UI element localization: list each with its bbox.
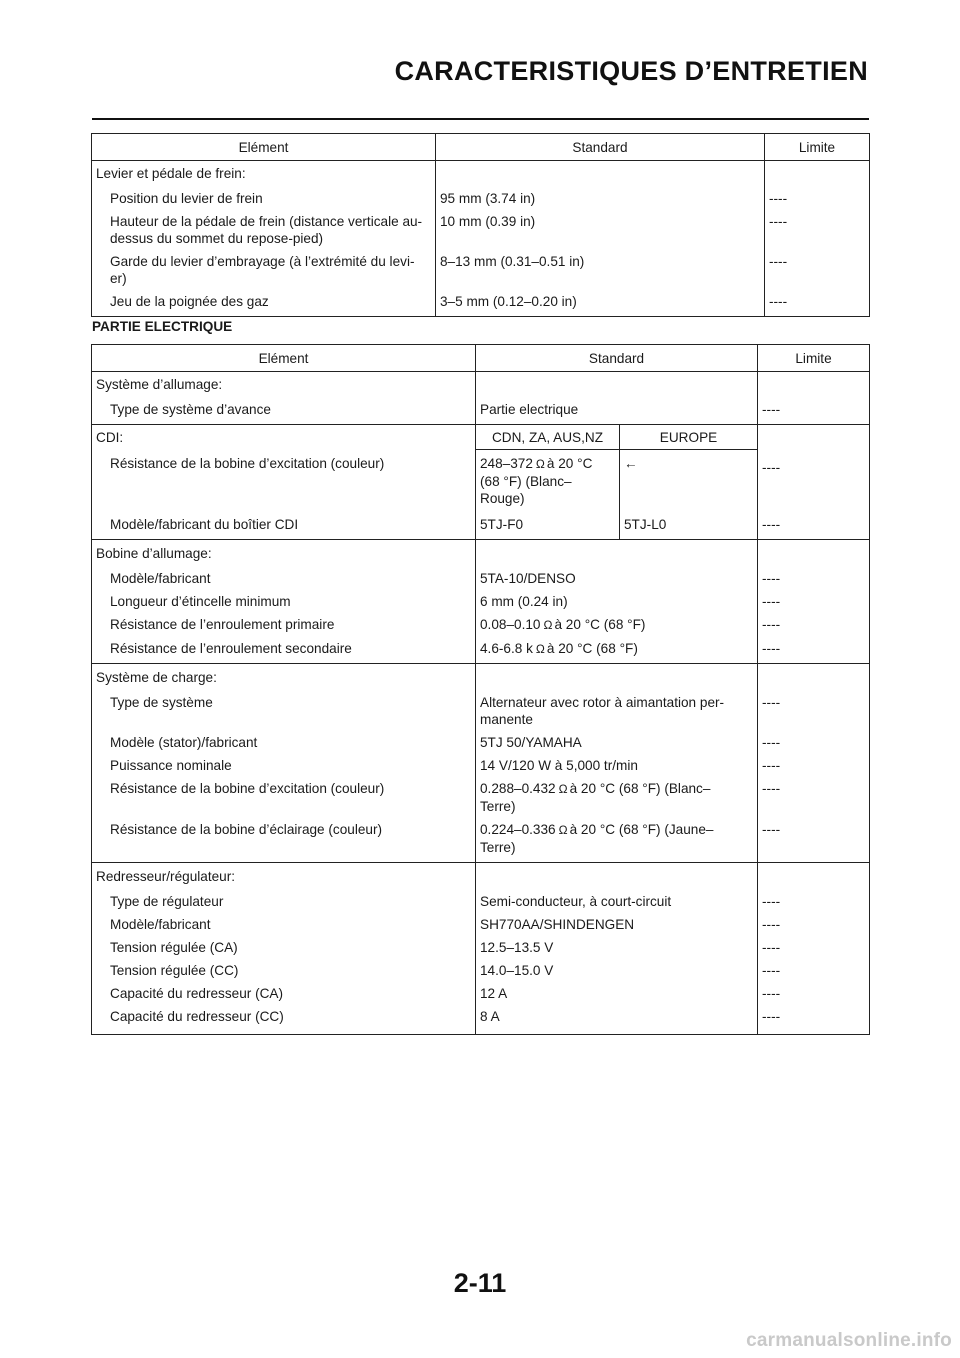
spec-limit: ---- [758, 565, 870, 590]
spec-standard: 14 V/120 W à 5,000 tr/min [476, 754, 758, 777]
spec-standard: 8–13 mm (0.31–0.51 in) [436, 250, 765, 290]
spec-limit: ---- [758, 731, 870, 754]
spec-limit: ---- [765, 250, 870, 290]
column-header-standard: Standard [436, 134, 765, 161]
spec-limit: ---- [765, 210, 870, 250]
spec-standard: 5TA-10/DENSO [476, 565, 758, 590]
spec-item: Capacité du redresseur (CC) [110, 1009, 284, 1024]
spec-item: Hauteur de la pédale de frein (distance verticale au-dessus du sommet du repose-pied) [110, 214, 423, 246]
spec-limit: ---- [758, 1005, 870, 1035]
spec-item: Modèle/fabricant du boîtier CDI [110, 517, 299, 532]
spec-item: Type de régulateur [110, 894, 224, 909]
column-header-limit: Limite [758, 345, 870, 372]
ohm-icon: Ω [558, 823, 568, 837]
ohm-icon: Ω [535, 642, 545, 656]
spec-limit: ---- [765, 290, 870, 317]
spec-limit: ---- [758, 689, 870, 731]
spec-limit: ---- [758, 637, 870, 664]
group-title: CDI: [96, 430, 124, 445]
spec-item: Modèle/fabricant [110, 571, 211, 586]
spec-limit: ---- [758, 818, 870, 863]
spec-standard: 95 mm (3.74 in) [436, 185, 765, 210]
spec-standard: 0.288–0.432 Ω à 20 °C (68 °F) (Blanc–Terre) [476, 777, 758, 818]
spec-standard: 4.6-6.8 k Ω à 20 °C (68 °F) [476, 637, 758, 664]
group-title: Système de charge: [96, 670, 217, 685]
spec-standard: 14.0–15.0 V [476, 959, 758, 982]
spec-limit: ---- [758, 396, 870, 425]
spec-item: Tension régulée (CC) [110, 963, 239, 978]
spec-limit: ---- [758, 777, 870, 818]
spec-standard: 8 A [476, 1005, 758, 1035]
spec-standard: Semi-conducteur, à court-circuit [476, 888, 758, 913]
cdi-column-b: EUROPE [620, 425, 758, 450]
spec-item: Modèle (stator)/fabricant [110, 735, 258, 750]
group-title: Redresseur/régulateur: [96, 869, 236, 884]
spec-standard: 5TJ-L0 [620, 510, 758, 540]
spec-standard: 0.224–0.336 Ω à 20 °C (68 °F) (Jaune–Terre) [476, 818, 758, 863]
spec-item: Capacité du redresseur (CA) [110, 986, 284, 1001]
spec-standard: 248–372 Ω à 20 °C (68 °F) (Blanc–Rouge) [476, 450, 620, 511]
group-title: Bobine d’allumage: [96, 546, 212, 561]
spec-limit: ---- [758, 510, 870, 540]
spec-standard: 5TJ 50/YAMAHA [476, 731, 758, 754]
group-title: Levier et pédale de frein: [96, 166, 246, 181]
spec-item: Résistance de l’enroulement primaire [110, 617, 335, 632]
spec-item: Résistance de l’enroulement secondaire [110, 641, 352, 656]
spec-limit: ---- [758, 936, 870, 959]
spec-limit: ---- [758, 425, 870, 511]
spec-limit: ---- [758, 754, 870, 777]
title-divider [92, 118, 869, 120]
spec-standard: 6 mm (0.24 in) [476, 590, 758, 613]
spec-item: Résistance de la bobine d’excitation (couleur) [110, 781, 385, 796]
page-title: CARACTERISTIQUES D’ENTRETIEN [394, 56, 868, 86]
spec-item: Type de système [110, 695, 213, 710]
spec-limit: ---- [758, 959, 870, 982]
spec-item: Garde du levier d’embrayage (à l’extrémité du levi-er) [110, 254, 415, 286]
spec-standard: 0.08–0.10 Ω à 20 °C (68 °F) [476, 613, 758, 637]
spec-standard: Alternateur avec rotor à aimantation per-manente [476, 689, 758, 731]
ohm-icon: Ω [535, 457, 545, 471]
spec-standard: 5TJ-F0 [476, 510, 620, 540]
same-as-left-arrow-icon: ← [620, 450, 758, 511]
spec-limit: ---- [758, 888, 870, 913]
spec-standard: 12 A [476, 982, 758, 1005]
spec-limit: ---- [758, 590, 870, 613]
page-number: 2-11 [453, 1268, 507, 1298]
ohm-icon: Ω [558, 782, 568, 796]
spec-limit: ---- [758, 613, 870, 637]
spec-item: Position du levier de frein [110, 191, 263, 206]
spec-standard: 12.5–13.5 V [476, 936, 758, 959]
spec-standard: 3–5 mm (0.12–0.20 in) [436, 290, 765, 317]
brake-spec-table [91, 133, 870, 317]
spec-item: Résistance de la bobine d’excitation (couleur) [110, 455, 385, 471]
spec-item: Puissance nominale [110, 758, 232, 773]
section-heading: PARTIE ELECTRIQUE [92, 319, 233, 334]
column-header-limit: Limite [765, 134, 870, 161]
spec-item: Type de système d’avance [110, 402, 271, 417]
spec-item: Jeu de la poignée des gaz [110, 294, 269, 309]
watermark: carmanualsonline.info [746, 1330, 952, 1351]
cdi-column-a: CDN, ZA, AUS,NZ [476, 425, 620, 450]
spec-standard: 10 mm (0.39 in) [436, 210, 765, 250]
column-header-standard: Standard [476, 345, 758, 372]
spec-item: Longueur d’étincelle minimum [110, 594, 291, 609]
spec-limit: ---- [758, 982, 870, 1005]
spec-limit: ---- [765, 185, 870, 210]
electrical-spec-table [91, 344, 870, 1035]
spec-limit: ---- [758, 913, 870, 936]
spec-item: Modèle/fabricant [110, 917, 211, 932]
spec-item: Tension régulée (CA) [110, 940, 238, 955]
spec-item: Résistance de la bobine d’éclairage (couleur) [110, 822, 383, 837]
group-title: Système d’allumage: [96, 377, 223, 392]
spec-standard: SH770AA/SHINDENGEN [476, 913, 758, 936]
column-header-element: Elément [92, 134, 436, 161]
ohm-icon: Ω [543, 618, 553, 632]
spec-standard: Partie electrique [476, 396, 758, 425]
column-header-element: Elément [92, 345, 476, 372]
